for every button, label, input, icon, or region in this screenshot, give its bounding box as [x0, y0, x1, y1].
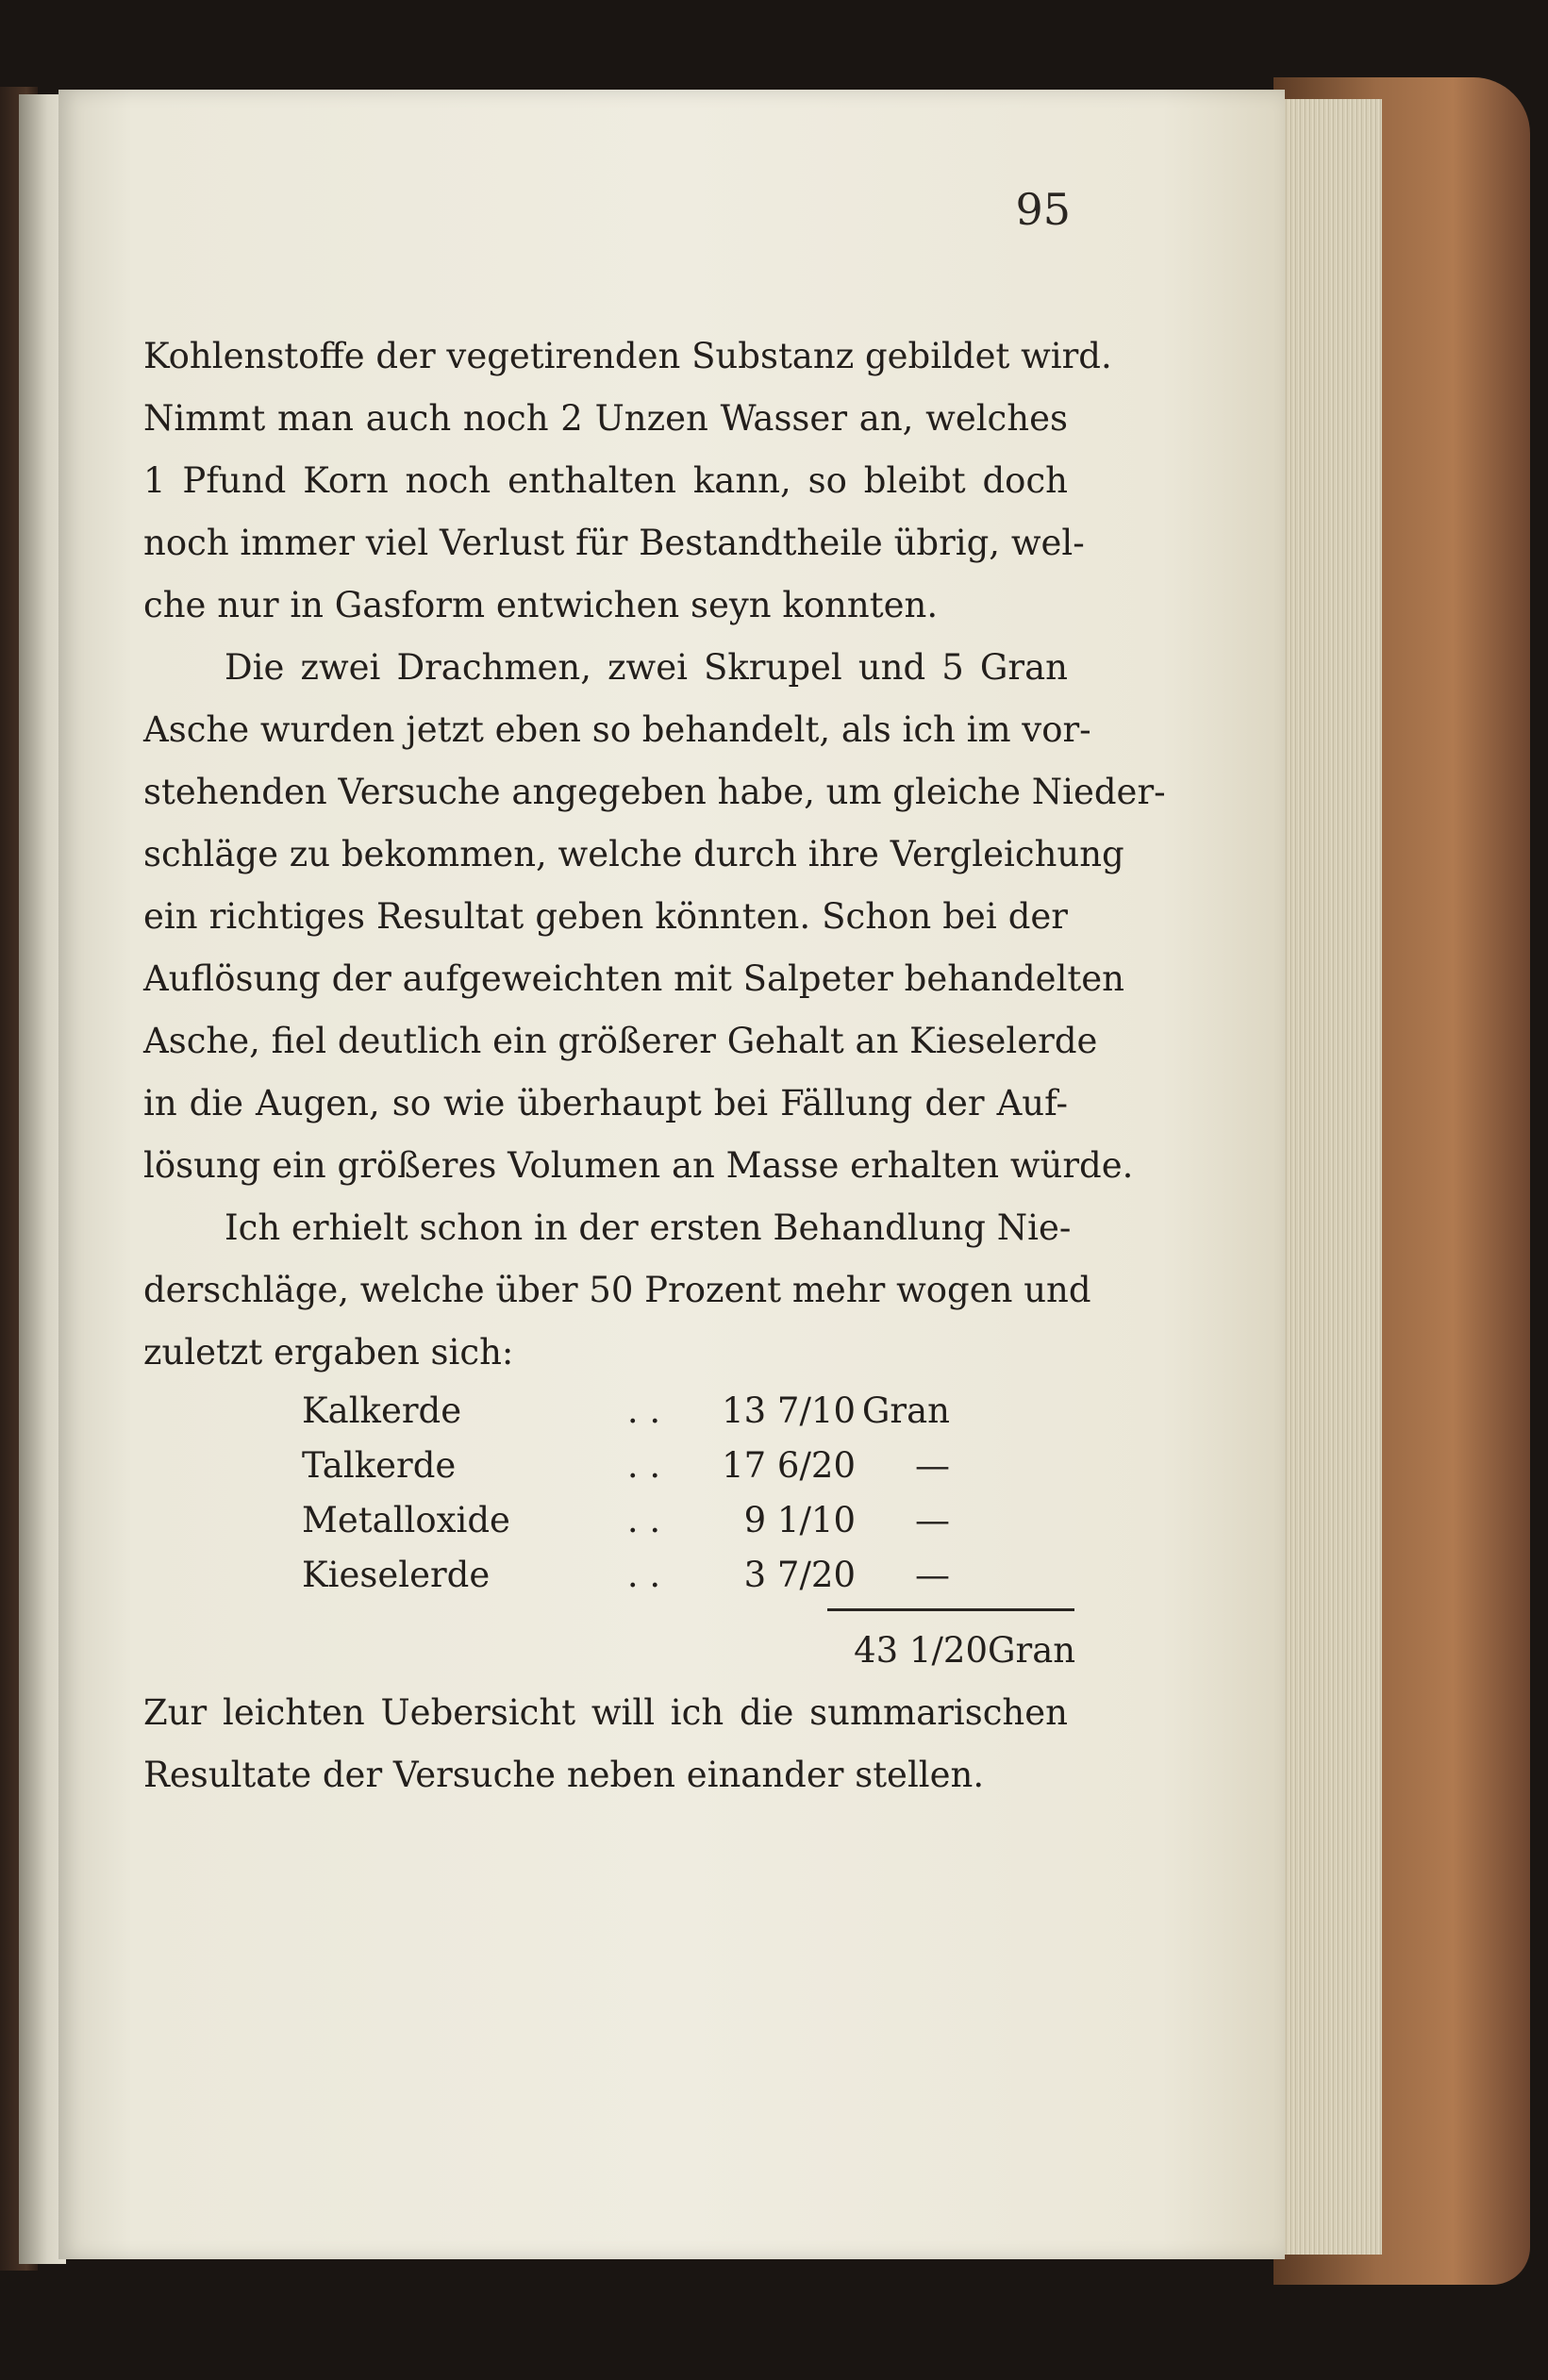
text-line: Die zwei Drachmen, zwei Skrupel und 5 Gran: [225, 647, 1068, 688]
text-line: zuletzt ergaben sich:: [143, 1332, 514, 1373]
text-line: Asche wurden jetzt eben so behandelt, als ich im vor-: [143, 709, 1091, 750]
text-line: ein richtiges Resultat geben könnten. Schon bei der: [143, 896, 1068, 937]
table-row: [143, 1439, 1068, 1493]
table-cell-value: 3 7/20: [743, 1555, 856, 1595]
text-line: noch immer viel Verlust für Bestandtheile übrig, wel-: [143, 523, 1085, 563]
text-line: lösung ein größeres Volumen an Masse erhalten würde.: [143, 1145, 1134, 1186]
table-row: [143, 1548, 1068, 1603]
table-cell-unit: —: [915, 1500, 950, 1540]
table-cell-value: 13 7/10: [722, 1390, 856, 1431]
text-line: Auflösung der aufgeweichten mit Salpeter behandelten: [143, 958, 1124, 999]
table-cell-dots: . .: [626, 1500, 661, 1540]
text-line: Nimmt man auch noch 2 Unzen Wasser an, welches: [143, 398, 1068, 439]
text-line: Ich erhielt schon in der ersten Behandlung Nie-: [225, 1207, 1072, 1248]
table-cell-name: Kalkerde: [302, 1390, 462, 1431]
table-cell-value: 17 6/20: [722, 1445, 856, 1486]
text-line: stehenden Versuche angegeben habe, um gleiche Nieder-: [143, 772, 1166, 812]
table-cell-dots: . .: [626, 1390, 661, 1431]
text-line: Resultate der Versuche neben einander stellen.: [143, 1755, 985, 1795]
table-cell-dots: . .: [626, 1445, 661, 1486]
table-row: [143, 1493, 1068, 1548]
sum-rule: [827, 1608, 1074, 1611]
text-line: Kohlenstoffe der vegetirenden Substanz gebildet wird.: [143, 336, 1112, 376]
body-text: [143, 325, 1166, 1806]
table-cell-unit: Gran: [861, 1390, 950, 1431]
page-number: 95: [1015, 184, 1071, 235]
page-fore-edge: [1283, 99, 1382, 2255]
text-line: derschläge, welche über 50 Prozent mehr wogen und: [143, 1270, 1091, 1310]
text-line: che nur in Gasform entwichen seyn konnten.: [143, 585, 939, 625]
text-line: Asche, fiel deutlich ein größerer Gehalt an Kieselerde: [143, 1021, 1098, 1061]
text-line: schläge zu bekommen, welche durch ihre Vergleichung: [143, 834, 1124, 874]
text-line: Zur leichten Uebersicht will ich die summarischen: [143, 1692, 1068, 1733]
table-cell-value: 9 1/10: [743, 1500, 856, 1540]
text-line: 1 Pfund Korn noch enthalten kann, so bleibt doch: [143, 460, 1068, 501]
total-unit: Gran: [988, 1630, 1076, 1671]
table-cell-name: Metalloxide: [302, 1500, 510, 1540]
total-row: [143, 1620, 1076, 1682]
table-cell-unit: —: [915, 1445, 950, 1486]
table-cell-unit: —: [915, 1555, 950, 1595]
text-line: in die Augen, so wie überhaupt bei Fällung der Auf-: [143, 1083, 1068, 1123]
sum-rule-row: [143, 1603, 1068, 1620]
table-row: [143, 1384, 1068, 1439]
total-value: 43 1/20: [854, 1630, 988, 1671]
table-cell-name: Talkerde: [302, 1445, 457, 1486]
table-cell-name: Kieselerde: [302, 1555, 491, 1595]
table-cell-dots: . .: [626, 1555, 661, 1595]
